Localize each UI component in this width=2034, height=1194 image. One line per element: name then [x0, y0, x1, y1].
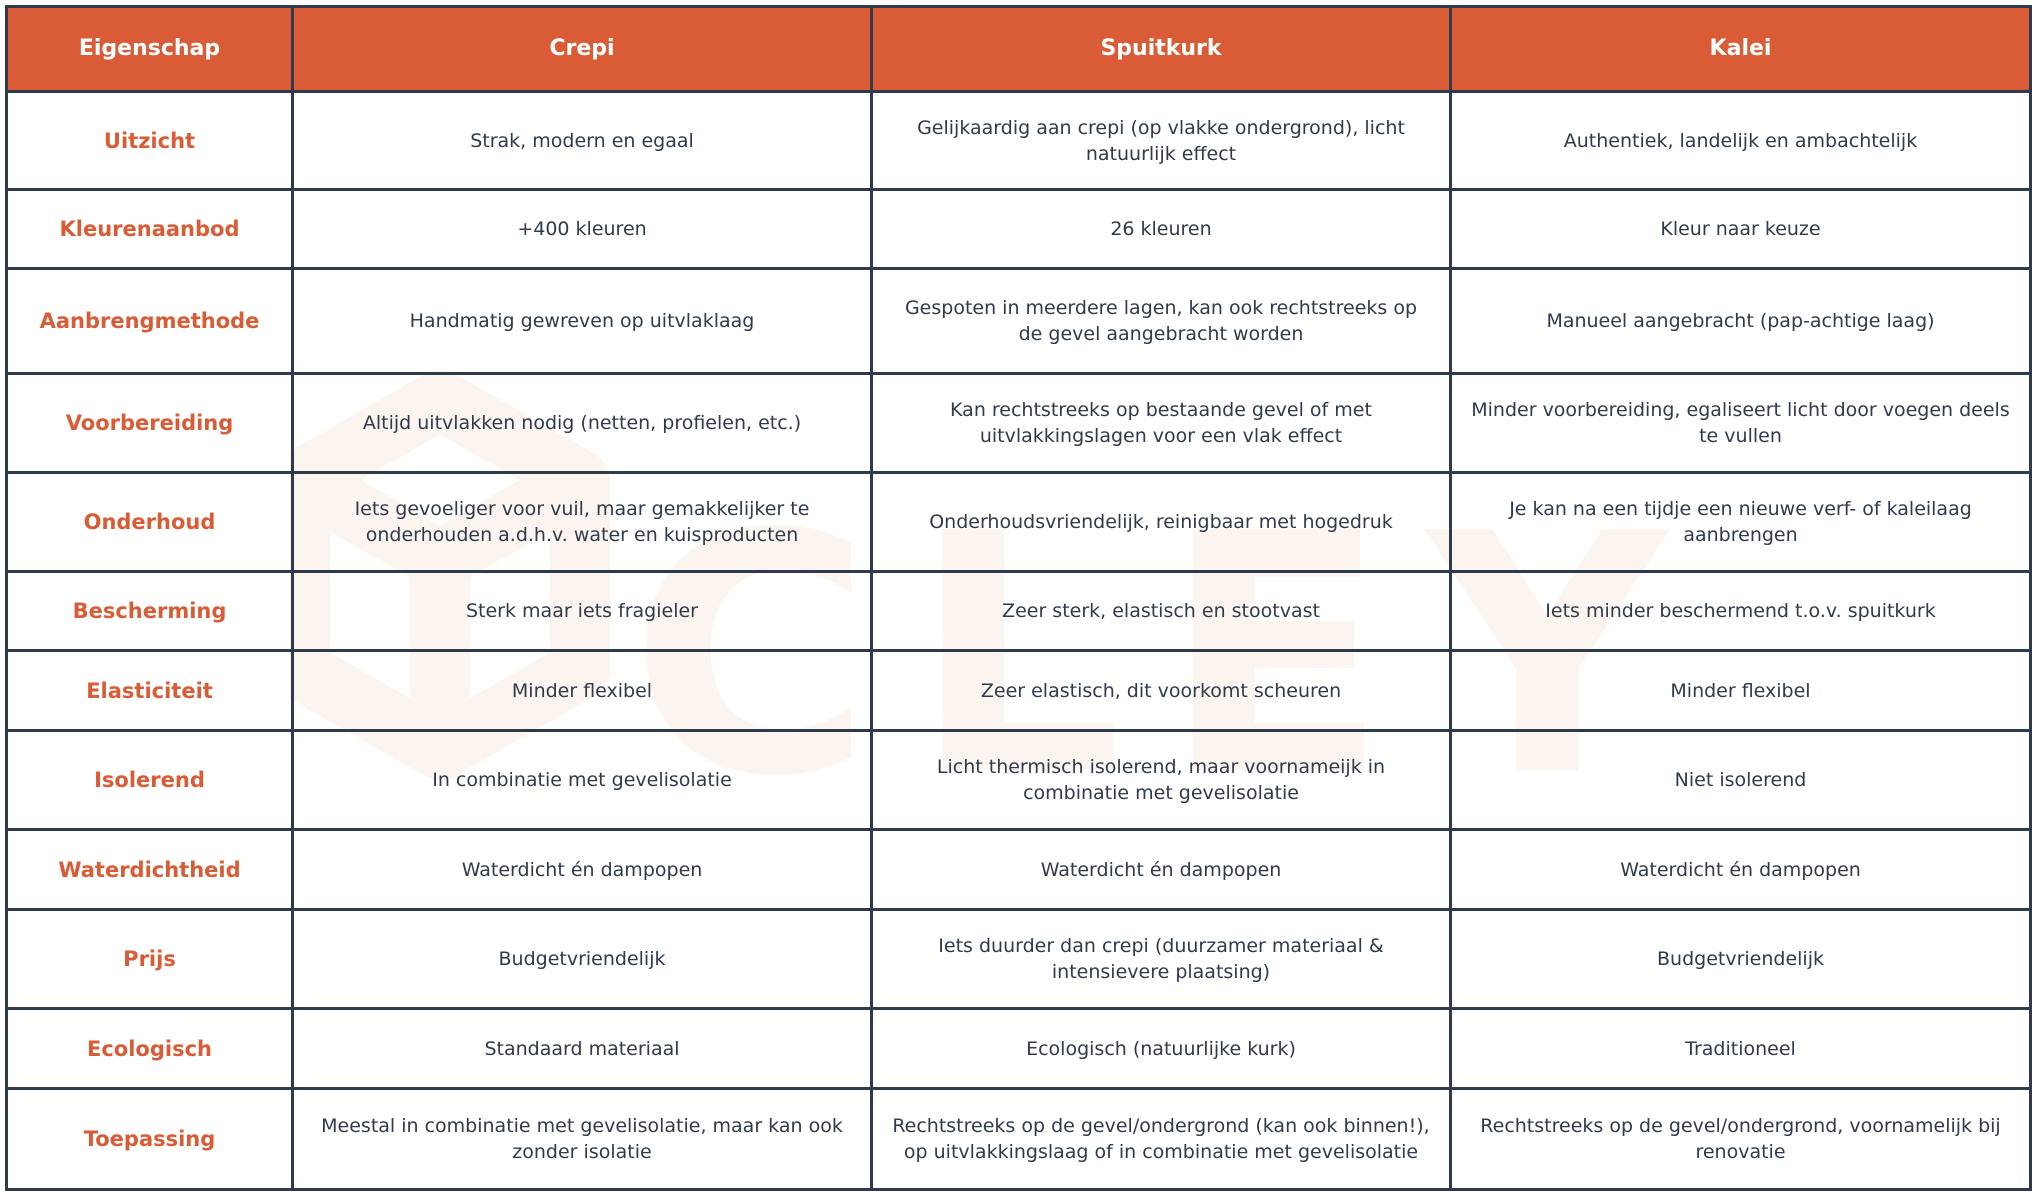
cell-kalei: Niet isolerend — [1451, 731, 2031, 830]
cell-spuitkurk: Waterdicht én dampopen — [872, 830, 1451, 910]
cell-spuitkurk: Zeer elastisch, dit voorkomt scheuren — [872, 651, 1451, 731]
table-row — [7, 731, 2031, 830]
cell-crepi: Standaard materiaal — [293, 1009, 872, 1089]
cell-spuitkurk: Kan rechtstreeks op bestaande gevel of met uitvlakkingslagen voor een vlak effect — [872, 374, 1451, 473]
cell-crepi: Meestal in combinatie met gevelisolatie, maar kan ook zonder isolatie — [293, 1089, 872, 1190]
cell-kalei: Minder flexibel — [1451, 651, 2031, 731]
row-label: Ecologisch — [7, 1009, 293, 1089]
cell-spuitkurk: Licht thermisch isolerend, maar voornameijk in combinatie met gevelisolatie — [872, 731, 1451, 830]
cell-spuitkurk: Onderhoudsvriendelijk, reinigbaar met hogedruk — [872, 473, 1451, 572]
cell-spuitkurk: 26 kleuren — [872, 190, 1451, 269]
table-row — [7, 473, 2031, 572]
cell-spuitkurk: Gespoten in meerdere lagen, kan ook rechtstreeks op de gevel aangebracht worden — [872, 269, 1451, 374]
cell-kalei: Je kan na een tijdje een nieuwe verf- of kaleilaag aanbrengen — [1451, 473, 2031, 572]
cell-kalei: Kleur naar keuze — [1451, 190, 2031, 269]
cell-spuitkurk: Iets duurder dan crepi (duurzamer materiaal & intensievere plaatsing) — [872, 910, 1451, 1009]
header-crepi: Crepi — [293, 7, 872, 92]
header-eigenschap: Eigenschap — [7, 7, 293, 92]
cell-crepi: Minder flexibel — [293, 651, 872, 731]
row-label: Voorbereiding — [7, 374, 293, 473]
cell-spuitkurk: Gelijkaardig aan crepi (op vlakke ondergrond), licht natuurlijk effect — [872, 92, 1451, 190]
row-label: Uitzicht — [7, 92, 293, 190]
cell-kalei: Manueel aangebracht (pap-achtige laag) — [1451, 269, 2031, 374]
table-row — [7, 374, 2031, 473]
table-row — [7, 190, 2031, 269]
cell-crepi: Strak, modern en egaal — [293, 92, 872, 190]
header-row — [7, 7, 2031, 92]
row-label: Waterdichtheid — [7, 830, 293, 910]
comparison-table — [5, 5, 2032, 1191]
table-row — [7, 269, 2031, 374]
row-label: Elasticiteit — [7, 651, 293, 731]
cell-kalei: Traditioneel — [1451, 1009, 2031, 1089]
cell-crepi: Iets gevoeliger voor vuil, maar gemakkelijker te onderhouden a.d.h.v. water en kuisproducten — [293, 473, 872, 572]
cell-crepi: Handmatig gewreven op uitvlaklaag — [293, 269, 872, 374]
header-kalei: Kalei — [1451, 7, 2031, 92]
cell-crepi: Altijd uitvlakken nodig (netten, profielen, etc.) — [293, 374, 872, 473]
row-label: Bescherming — [7, 572, 293, 651]
row-label: Isolerend — [7, 731, 293, 830]
cell-spuitkurk: Zeer sterk, elastisch en stootvast — [872, 572, 1451, 651]
cell-spuitkurk: Rechtstreeks op de gevel/ondergrond (kan ook binnen!), op uitvlakkingslaag of in combinatie met gevelisolatie — [872, 1089, 1451, 1190]
cell-kalei: Minder voorbereiding, egaliseert licht door voegen deels te vullen — [1451, 374, 2031, 473]
table-row — [7, 651, 2031, 731]
row-label: Prijs — [7, 910, 293, 1009]
cell-crepi: Budgetvriendelijk — [293, 910, 872, 1009]
cell-kalei: Waterdicht én dampopen — [1451, 830, 2031, 910]
cell-crepi: Sterk maar iets fragieler — [293, 572, 872, 651]
cell-kalei: Iets minder beschermend t.o.v. spuitkurk — [1451, 572, 2031, 651]
table-header — [7, 7, 2031, 92]
header-spuitkurk: Spuitkurk — [872, 7, 1451, 92]
cell-spuitkurk: Ecologisch (natuurlijke kurk) — [872, 1009, 1451, 1089]
cell-kalei: Budgetvriendelijk — [1451, 910, 2031, 1009]
watermark-wordmark: CLEY — [630, 464, 1707, 848]
cell-kalei: Rechtstreeks op de gevel/ondergrond, voornamelijk bij renovatie — [1451, 1089, 2031, 1190]
table-row — [7, 830, 2031, 910]
cell-crepi: +400 kleuren — [293, 190, 872, 269]
table-row — [7, 1009, 2031, 1089]
table-row — [7, 910, 2031, 1009]
table-body — [7, 92, 2031, 1190]
table-row — [7, 1089, 2031, 1190]
cell-kalei: Authentiek, landelijk en ambachtelijk — [1451, 92, 2031, 190]
cell-crepi: In combinatie met gevelisolatie — [293, 731, 872, 830]
row-label: Toepassing — [7, 1089, 293, 1190]
table-row — [7, 572, 2031, 651]
table-row — [7, 92, 2031, 190]
row-label: Aanbrengmethode — [7, 269, 293, 374]
row-label: Onderhoud — [7, 473, 293, 572]
cell-crepi: Waterdicht én dampopen — [293, 830, 872, 910]
row-label: Kleurenaanbod — [7, 190, 293, 269]
